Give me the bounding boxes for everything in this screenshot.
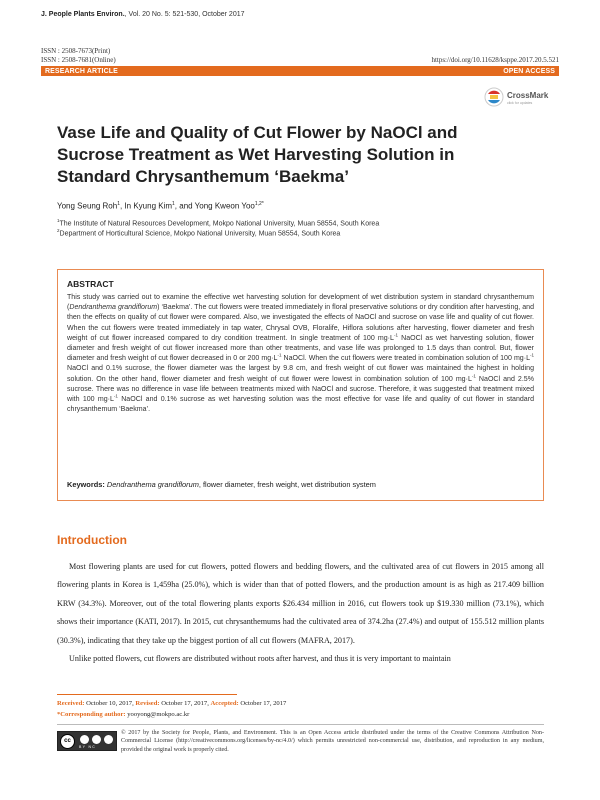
open-access-label: OPEN ACCESS (503, 67, 555, 75)
article-title: Vase Life and Quality of Cut Flower by NaOCl and Sucrose Treatment as Wet Harvesting Solution in Standard Chrysanthemum ‘Baekma’ (57, 123, 458, 186)
article-type-label: RESEARCH ARTICLE (45, 67, 118, 75)
author-email[interactable]: yooyong@mokpo.ac.kr (125, 711, 190, 718)
crossmark-sub: click for updates (507, 101, 533, 105)
by-icon (80, 735, 89, 744)
article-dates: Received: October 10, 2017, Revised: October 17, 2017, Accepted: October 17, 2017 (57, 700, 287, 707)
author-list (57, 201, 264, 211)
cc-circle-icon: cc (60, 734, 75, 749)
cc-license-label: BY NC (79, 745, 97, 749)
author-name: Yong Seung Roh (57, 201, 118, 211)
corresponding-author: *Corresponding author: yooyong@mokpo.ac.kr (57, 711, 190, 718)
author-affil-mark: 1,2* (254, 201, 264, 207)
doi-link[interactable]: https://doi.org/10.11628/ksppe.2017.20.5.521 (431, 56, 559, 64)
issn-online: ISSN : 2508-7681(Online) (41, 56, 116, 64)
nc-dollar-icon (104, 735, 113, 744)
affiliation-text: Department of Horticultural Science, Mokpo National University, Muan 58554, South Korea (59, 230, 341, 238)
author-affil-mark: 1 (172, 201, 175, 207)
issn-print: ISSN : 2508-7673(Print) (41, 47, 111, 55)
author-name: Yong Kweon Yoo (194, 201, 255, 211)
author-name: In Kyung Kim (124, 201, 173, 211)
keywords-list: , flower diameter, fresh weight, wet distribution system (198, 480, 376, 489)
abstract-text: This study was carried out to examine the effective wet harvesting solution for development of wet distribution system in standard chrysanthemum (Dendranthema grandiflorum) ‘Baekma’. The cut flowers were treated immediately in floral preservative solutions or dry condition after harvesting, and then the effects on quality of cut flower were compared. Also, we investigated the effects of NaOCl and sucrose on vase life and quality of cut flower. When the cut flowers were treated immediately in tap water, Chrysal OVB, Floralife, Hiflora solutions after harvesting, flower diameter and fresh weight of cut flower increased compared to dry condition treatment. In single treatment of 100 $mg\cdot L^{-1}$ NaOCl as wet harvesting solution, flower diameter and fresh weight of cut flower increased more than other treatments, and vase life was prolonged to 1.5 days than control. But, flower diameter and fresh weight of cut flower decreased in 0 or 200 $mg\cdot L^{-1}$ NaOCl. When the cut flowers were treated in combination solution of 100 $mg\cdot L^{-1}$ NaOCl and 0.1% sucrose, the flower diameter was the largest by 9.8 cm, and fresh weight of cut flower was maintained the highest in holding solution. On the other hand, flower diameter and fresh weight of cut flower were lowest in combination solution of 100 $mg\cdot L^{-1}$ NaOCl and 2.5% sucrose. There was no difference in vase life between treatments mixed with NaOCl and sucrose. Therefore, it was suggested that treatment mixed with 100 $mg\cdot L^{-1}$ NaOCl and 0.1% sucrose as wet harvesting solution was the most effective for vase life and quality of cut flower in standard chrysanthemum ‘Baekma’. (67, 294, 535, 414)
author-sep: , (119, 201, 125, 211)
affiliation (57, 218, 379, 227)
introduction-heading: Introduction (57, 533, 127, 547)
crossmark-icon (484, 87, 504, 107)
license-divider (57, 724, 544, 725)
author-affil-mark: 1 (117, 201, 120, 207)
nc-icon (92, 735, 101, 744)
keyword-species: Dendranthema grandiflorum (106, 480, 199, 489)
article-type-banner (41, 66, 559, 76)
author-sep: , and (174, 201, 195, 211)
intro-paragraph: Unlike potted flowers, cut flowers are distributed without roots after harvest, and thus it is very important to maintain (69, 654, 451, 664)
journal-citation (41, 11, 245, 18)
keywords-label: Keywords: (67, 480, 105, 489)
keywords (67, 480, 376, 489)
license-text: © 2017 by the Society for People, Plants, and Environment. This is an Open Access article distributed under the terms of the Creative Commons Attribution Non-Commercial License (http://creativecommons.org/licenses/by-nc/4.0/) which permits unrestricted non-commercial use, distribution, and reproduction in any medium, provided the original work is properly cited. (121, 730, 544, 753)
affiliation-mark: 2 (57, 228, 60, 233)
crossmark-label: CrossMark (507, 91, 549, 100)
abstract-heading: ABSTRACT (67, 279, 114, 289)
affiliation-mark: 1 (57, 218, 60, 223)
journal-name: J. People Plants Environ. (41, 11, 125, 18)
intro-paragraph: Most flowering plants are used for cut flowers, potted flowers and bedding flowers, and the cultivated area of cut flowers in 2015 among all flowering plants in Korea is 1,459ha (25.0%), which is wider than that of potted flowers, and the production amount is as high as 217.409 billion KRW (34.3%). Moreover, out of the total flowering plants exports $26.434 million in 2016, cut flowers took up $19.330 million (73.1%), which shows their importance (KATI, 2017). In 2015, cut chrysanthemums had the cultivated area of 374.2ha (27.4%) and output of 155.512 million plants (30.3%), indicating that they take up the biggest portion of all cut flowers (MAFRA, 2017). (57, 562, 544, 645)
affiliation-text: The Institute of Natural Resources Development, Mokpo National University, Muan 58554, South Korea (59, 220, 380, 228)
abstract-box (57, 269, 544, 501)
journal-volume: , Vol. 20 No. 5: 521-530, October 2017 (124, 11, 245, 18)
affiliation (57, 228, 340, 237)
crossmark-badge[interactable] (484, 85, 560, 111)
species-name: Dendranthema grandiflorum (69, 304, 158, 312)
footer-divider (57, 694, 237, 695)
cc-license-icon[interactable] (57, 731, 117, 751)
introduction-body (57, 558, 544, 668)
